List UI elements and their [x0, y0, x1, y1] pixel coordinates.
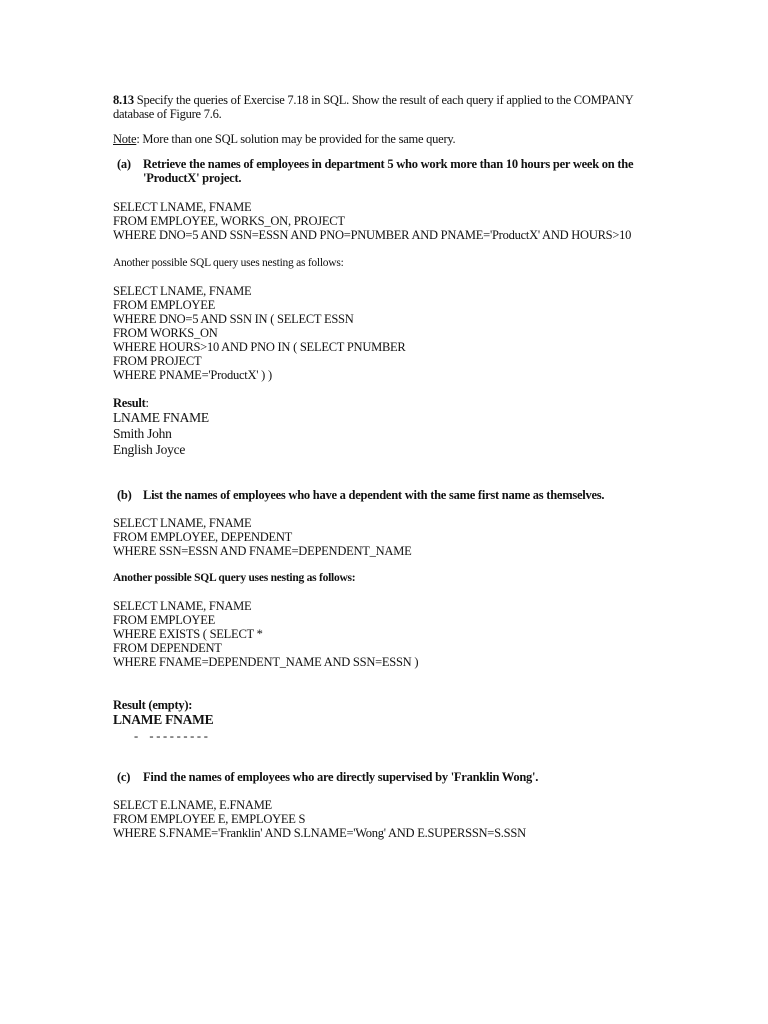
part-a-result-colon: : [145, 396, 149, 410]
code-line: FROM EMPLOYEE, DEPENDENT [113, 530, 293, 544]
code-line: FROM EMPLOYEE E, EMPLOYEE S [113, 812, 306, 826]
code-line: SELECT LNAME, FNAME [113, 284, 252, 298]
code-line: WHERE SSN=ESSN AND FNAME=DEPENDENT_NAME [113, 544, 412, 558]
part-c-query-1 [113, 798, 713, 840]
code-line: WHERE DNO=5 AND SSN=ESSN AND PNO=PNUMBER AND PNAME='ProductX' AND HOURS>10 [113, 228, 632, 242]
code-line: WHERE FNAME=DEPENDENT_NAME AND SSN=ESSN ) [113, 655, 419, 669]
part-a-question [113, 157, 713, 185]
result-row: LNAME FNAME [113, 410, 209, 425]
part-c-question [113, 770, 713, 784]
code-line: WHERE PNAME='ProductX' ) ) [113, 368, 272, 382]
code-line: FROM PROJECT [113, 354, 202, 368]
part-a-result [113, 396, 713, 458]
code-line: SELECT E.LNAME, E.FNAME [113, 798, 272, 812]
code-line: WHERE EXISTS ( SELECT * [113, 627, 263, 641]
part-a-question-text: Retrieve the names of employees in department 5 who work more than 10 hours per week on the 'ProductX' project. [143, 157, 634, 185]
result-row: Smith John [113, 426, 172, 441]
part-a-result-rows [113, 410, 713, 458]
code-line: FROM EMPLOYEE [113, 298, 215, 312]
code-line: SELECT LNAME, FNAME [113, 516, 252, 530]
code-line: FROM EMPLOYEE [113, 613, 215, 627]
code-line: WHERE HOURS>10 AND PNO IN ( SELECT PNUMBER [113, 340, 406, 354]
note-text: : More than one SQL solution may be provided for the same query. [136, 132, 456, 146]
code-line: WHERE DNO=5 AND SSN IN ( SELECT ESSN [113, 312, 354, 326]
part-b-query-1 [113, 516, 713, 558]
exercise-text: Specify the queries of Exercise 7.18 in SQL. Show the result of each query if applied to the COMPANY database of Figure 7.6. [113, 93, 633, 121]
part-b-result-dashes: - - - - - - - - - - [134, 729, 208, 743]
part-a-query-1 [113, 200, 713, 242]
part-a-result-heading [113, 396, 713, 410]
part-b-result-label: Result (empty): [113, 698, 193, 712]
part-b-result [113, 698, 713, 743]
code-line: SELECT LNAME, FNAME [113, 599, 252, 613]
part-c-label: (c) [117, 770, 131, 784]
part-a-label: (a) [117, 157, 131, 171]
part-c-question-text: Find the names of employees who are directly supervised by 'Franklin Wong'. [143, 770, 539, 784]
code-line: FROM WORKS_ON [113, 326, 218, 340]
part-b-alt-text: Another possible SQL query uses nesting as follows: [113, 572, 356, 584]
note-label: Note [113, 132, 137, 146]
result-row: English Joyce [113, 442, 186, 457]
code-line: FROM DEPENDENT [113, 641, 222, 655]
part-b-label: (b) [117, 488, 132, 502]
part-b-query-2 [113, 599, 713, 669]
part-a-query-2 [113, 284, 713, 382]
part-a-result-label: Result [113, 396, 146, 410]
exercise-intro [113, 93, 633, 121]
part-b-result-header: LNAME FNAME [113, 712, 214, 727]
code-line: SELECT LNAME, FNAME [113, 200, 252, 214]
part-b-question-text: List the names of employees who have a dependent with the same first name as themselves. [143, 488, 605, 502]
note [113, 132, 713, 146]
code-line: FROM EMPLOYEE, WORKS_ON, PROJECT [113, 214, 345, 228]
exercise-number: 8.13 [113, 93, 134, 107]
document-page [113, 93, 713, 840]
part-a-alt-text: Another possible SQL query uses nesting as follows: [113, 257, 344, 269]
part-b-question [113, 488, 713, 502]
code-line: WHERE S.FNAME='Franklin' AND S.LNAME='Wong' AND E.SUPERSSN=S.SSN [113, 826, 526, 840]
